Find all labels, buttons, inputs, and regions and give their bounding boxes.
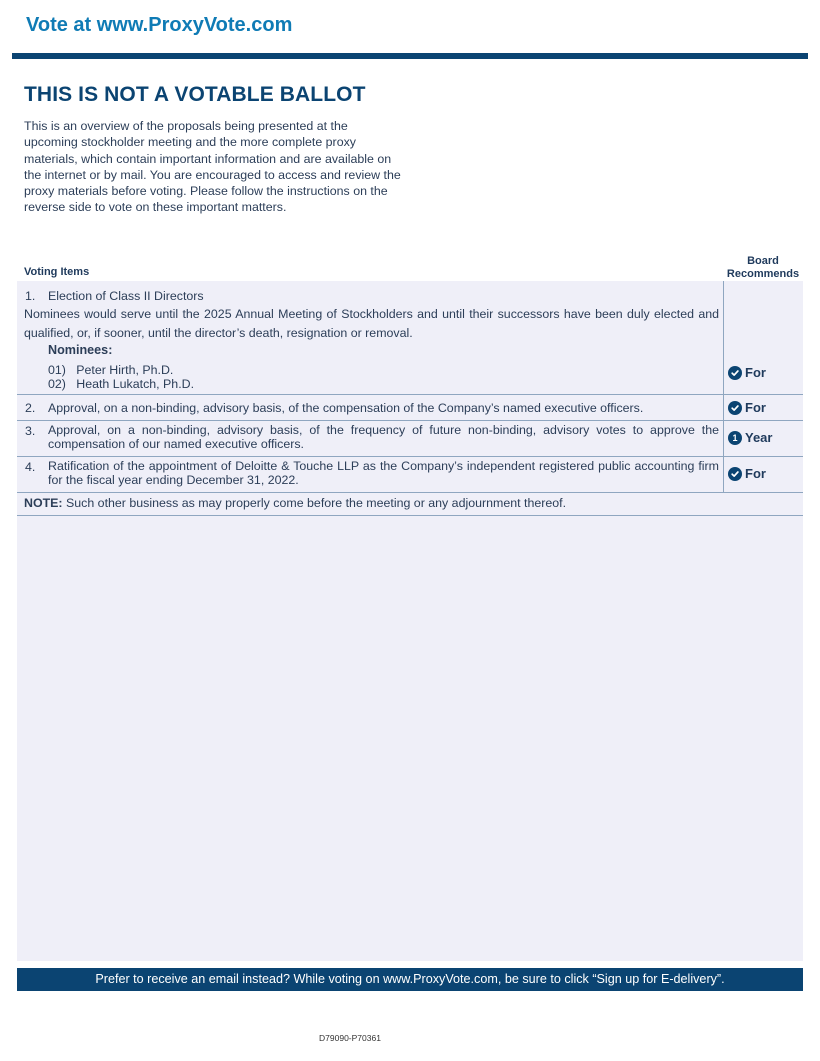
document-code: D79090-P70361 [319, 1033, 381, 1043]
item-description: Nominees would serve until the 2025 Annual Meeting of Stockholders and until their successors have been duly elected and qualified, or, if sooner, until the director’s death, resignation or removal. [24, 307, 719, 340]
recommendation-label: For [745, 365, 766, 380]
board-recommends-header: Board Recommends [726, 255, 800, 280]
note-row [17, 493, 803, 516]
e-delivery-banner: Prefer to receive an email instead? While voting on www.ProxyVote.com, be sure to click “Sign up for E-delivery”. [17, 968, 803, 991]
voting-item-1 [17, 281, 803, 395]
voting-items-header: Voting Items [24, 266, 90, 278]
nominee-1 [48, 363, 173, 377]
proxyvote-header-link[interactable]: Vote at www.ProxyVote.com [26, 14, 293, 36]
voting-item-3 [17, 421, 803, 457]
nominee-number: 02) [48, 377, 66, 391]
nominee-name: Heath Lukatch, Ph.D. [76, 377, 195, 391]
nominees-label: Nominees: [48, 343, 113, 357]
recommendation-for [728, 466, 766, 481]
voting-item-4 [17, 457, 803, 493]
check-circle-icon [728, 366, 742, 380]
recommendation-label: For [745, 466, 766, 481]
note-label: NOTE: [24, 496, 63, 510]
number-one-circle-icon: 1 [728, 431, 742, 445]
item-text: Approval, on a non-binding, advisory basis, of the compensation of the Company’s named executive officers. [48, 401, 644, 415]
recommendation-label: For [745, 400, 766, 415]
item-text: Approval, on a non-binding, advisory basis, of the frequency of future non-binding, advisory votes to approve the compensation of our named executive officers. [48, 423, 719, 451]
page-title: THIS IS NOT A VOTABLE BALLOT [24, 83, 366, 106]
check-circle-icon [728, 401, 742, 415]
item-text: Ratification of the appointment of Deloitte & Touche LLP as the Company’s independent registered public accounting firm for the fiscal year ending December 31, 2022. [48, 459, 719, 487]
top-rule [12, 53, 808, 59]
note-text [24, 496, 566, 510]
nominee-name: Peter Hirth, Ph.D. [76, 363, 174, 377]
item-number: 1. [25, 289, 36, 303]
recommendation-for [728, 365, 766, 380]
intro-paragraph: This is an overview of the proposals being presented at the upcoming stockholder meeting and the more complete proxy materials, which contain important information and are available on the internet or by mail. You are encouraged to access and review the proxy materials before voting. Please follow the instructions on the reverse side to vote on these important matters. [24, 119, 401, 215]
recommendation-year [728, 430, 772, 445]
recommendation-label: Year [745, 430, 773, 445]
check-circle-icon [728, 467, 742, 481]
item-number: 2. [25, 401, 36, 415]
recommendation-for [728, 400, 766, 415]
nominee-2 [48, 377, 194, 391]
item-number: 3. [25, 424, 36, 438]
voting-item-2 [17, 395, 803, 421]
note-body: Such other business as may properly come before the meeting or any adjournment thereof. [62, 496, 567, 510]
item-title: Election of Class II Directors [48, 289, 204, 303]
nominee-number: 01) [48, 363, 66, 377]
item-number: 4. [25, 460, 36, 474]
